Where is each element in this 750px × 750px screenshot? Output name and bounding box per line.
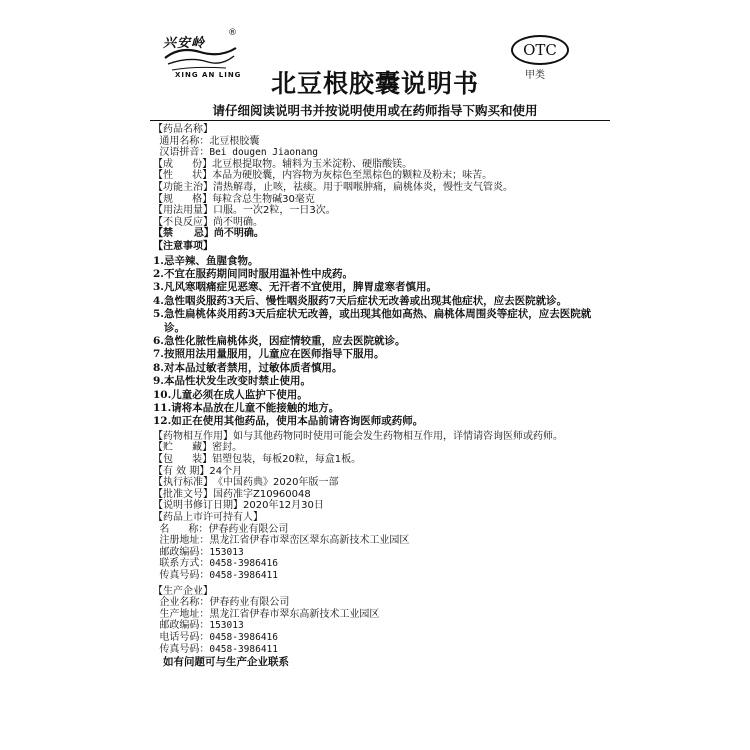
info-row	[153, 500, 598, 512]
notice-text: 请将本品放在儿童不能接触的地方。	[171, 402, 340, 414]
notice-number: 2.	[153, 267, 164, 280]
section-row	[153, 217, 598, 229]
notice-number: 11.	[153, 402, 172, 414]
notice-item	[153, 268, 598, 281]
info-row-label: 【执行标准】	[153, 477, 213, 489]
mah-row-label: 注册地址：	[153, 535, 210, 547]
notice-item	[153, 308, 598, 335]
notice-item	[153, 389, 598, 402]
notice-number: 6.	[153, 334, 164, 347]
info-row-value: 《中国药典》2020年版一部	[213, 477, 339, 489]
notice-item	[153, 295, 598, 308]
manufacturer-row	[153, 609, 598, 621]
section-row-label: 通用名称：	[153, 135, 210, 147]
brand-latin-name: XING AN LING	[175, 71, 242, 79]
notice-item	[153, 362, 598, 375]
manufacturer-row-label: 电话号码：	[153, 631, 210, 643]
otc-class-label: 甲类	[525, 70, 545, 81]
document-title: 北豆根胶囊说明书	[270, 69, 479, 98]
section-row	[153, 182, 598, 194]
section-row-label: 【用法用量】	[153, 205, 213, 217]
notice-text: 按照用法用量服用，儿童应在医师指导下服用。	[163, 348, 385, 361]
manufacturer-row-label: 邮政编码：	[153, 620, 210, 632]
notice-number: 10.	[153, 388, 172, 401]
info-row-value: 2020年12月30日	[243, 500, 324, 512]
info-row	[153, 489, 598, 501]
mah-row-label: 传真号码：	[153, 569, 210, 581]
manufacturer-row-label: 传真号码：	[153, 643, 210, 655]
section-row-value: Bei dougen Jiaonang	[209, 147, 319, 159]
manufacturer-row-value: 0458-3986416	[209, 631, 278, 643]
info-row-label: 【说明书修订日期】	[153, 500, 243, 512]
info-row-value: 如与其他药物同时使用可能会发生药物相互作用，详情请咨询医师或药师。	[233, 430, 563, 442]
footer-contact-note: 如有问题可与生产企业联系	[163, 656, 289, 669]
notice-item	[153, 415, 598, 428]
leaflet-body	[153, 124, 598, 669]
info-row-label: 【有 效 期】	[153, 465, 210, 477]
info-row	[153, 454, 598, 466]
notice-number: 8.	[153, 361, 164, 374]
section-row	[153, 124, 598, 136]
notice-text: 如正在使用其他药品，使用本品前请咨询医师或药师。	[171, 415, 424, 428]
mah-row	[153, 570, 598, 582]
mah-row-label: 联系方式：	[153, 558, 210, 570]
manufacturer-row-label: 生产地址：	[153, 608, 210, 620]
section-row-label: 【功能主治】	[153, 181, 213, 193]
mah-row	[153, 547, 598, 559]
notice-number: 9.	[153, 375, 164, 388]
notice-text: 不宜在服药期间同时服用温补性中成药。	[163, 267, 353, 280]
section-row	[153, 159, 598, 171]
section-row-value: 每粒含总生物碱30毫克	[212, 193, 315, 205]
mah-row	[153, 524, 598, 536]
info-row	[153, 431, 598, 443]
section-row	[153, 136, 598, 148]
mah-row	[153, 535, 598, 547]
manufacturer-rows	[153, 597, 598, 655]
section-row-value: 尚不明确。	[213, 216, 263, 228]
manufacturer-row-label: 企业名称：	[153, 597, 210, 609]
section-row-label: 【性 状】	[153, 170, 213, 182]
mah-row-label: 名 称：	[153, 523, 209, 535]
section-row-label: 【药品名称】	[153, 124, 213, 135]
notice-text: 忌辛辣、鱼腥食物。	[163, 254, 259, 267]
manufacturer-row	[153, 620, 598, 632]
document-subtitle: 请仔细阅读说明书并按说明使用或在药师指导下购买和使用	[212, 103, 538, 118]
manufacturer-row-value: 黑龙江省伊春市翠东高新技术工业园区	[209, 608, 380, 620]
info-row-value: 国药准字Z10960048	[213, 488, 311, 500]
registered-mark: ®	[228, 28, 237, 38]
notice-item	[153, 281, 598, 294]
notices-header: 【注意事项】	[153, 240, 213, 252]
notice-number: 3.	[153, 281, 164, 294]
section-row	[153, 228, 598, 240]
notice-text: 凡风寒咽痛症见恶寒、无汗者不宜使用，脾胃虚寒者慎用。	[163, 281, 437, 294]
section-row-label: 汉语拼音：	[153, 147, 210, 159]
notice-item	[153, 255, 598, 268]
notice-item	[153, 335, 598, 348]
notice-text: 急性咽炎服药3天后、慢性咽炎服药7天后症状无改善或出现其他症状，应去医院就诊。	[163, 294, 568, 307]
section-row-label: 【成 份】	[153, 158, 213, 170]
manufacturer-row-value: 153013	[209, 620, 244, 632]
notice-number: 5.	[153, 308, 164, 321]
manufacturer-row	[153, 644, 598, 656]
info-sections	[153, 431, 598, 512]
notice-item	[153, 402, 598, 415]
info-row-value: 24个月	[209, 465, 243, 477]
info-row-label: 【批准文号】	[153, 488, 213, 500]
notice-text: 儿童必须在成人监护下使用。	[171, 388, 308, 401]
mah-row-label: 邮政编码：	[153, 546, 210, 558]
section-row-value: 本品为硬胶囊，内容物为灰棕色至黑棕色的颗粒及粉末；味苦。	[212, 170, 493, 182]
mah-row	[153, 558, 598, 570]
mah-row-value: 黑龙江省伊春市翠峦区翠东高新技术工业园区	[209, 535, 410, 547]
section-row-label: 【规 格】	[153, 193, 213, 205]
info-row-label: 【贮 藏】	[153, 442, 213, 454]
mah-header: 【药品上市许可持有人】	[153, 511, 263, 523]
notice-item	[153, 375, 598, 388]
manufacturer-row	[153, 632, 598, 644]
manufacturer-row	[153, 597, 598, 609]
notice-item	[153, 348, 598, 361]
notice-text: 本品性状发生改变时禁止使用。	[163, 375, 311, 388]
section-row-value: 口服。一次2粒，一日3次。	[213, 205, 336, 217]
notice-number: 7.	[153, 348, 164, 361]
mah-row-value: 伊春药业有限公司	[208, 523, 289, 535]
section-row	[153, 147, 598, 159]
info-row	[153, 477, 598, 489]
notice-text: 对本品过敏者禁用，过敏体质者慎用。	[163, 361, 343, 374]
brand-name: 兴安岭	[163, 36, 206, 51]
section-row-value: 尚不明确。	[213, 228, 264, 240]
section-row	[153, 170, 598, 182]
section-row-value: 清热解毒，止咳，祛痰。用于咽喉肿痛，扁桃体炎，慢性支气管炎。	[213, 181, 513, 193]
notices-list	[153, 255, 598, 429]
mah-row-value: 0458-3986416	[209, 558, 278, 570]
section-row-label: 【不良反应】	[153, 216, 213, 228]
info-row-label: 【药物相互作用】	[153, 430, 233, 442]
otc-badge: OTC	[511, 35, 569, 65]
section-row	[153, 194, 598, 206]
section-row-label: 【禁 忌】	[153, 228, 214, 240]
manufacturer-row-value: 伊春药业有限公司	[209, 597, 290, 609]
notice-text: 急性化脓性扁桃体炎，因症情较重，应去医院就诊。	[163, 334, 406, 347]
info-row	[153, 442, 598, 454]
mah-row-value: 153013	[209, 546, 244, 558]
manufacturer-header: 【生产企业】	[153, 585, 213, 597]
notice-number: 1.	[153, 254, 164, 267]
info-row-value: 铝塑包装，每板20粒，每盒1板。	[212, 454, 362, 465]
title-divider	[150, 120, 610, 121]
section-row-value: 北豆根提取物。辅料为玉米淀粉、硬脂酸镁。	[212, 158, 413, 170]
drug-sections	[153, 124, 598, 240]
notice-number: 12.	[153, 415, 172, 428]
section-row-value: 北豆根胶囊	[209, 135, 260, 147]
info-row-value: 密封。	[212, 442, 243, 454]
section-row	[153, 205, 598, 217]
mah-rows	[153, 524, 598, 582]
notice-text: 急性扁桃体炎用药3天后症状无改善，或出现其他如高热、扁桃体周围炎等症状，应去医院就诊。	[163, 308, 592, 334]
mah-row-value: 0458-3986411	[209, 569, 278, 581]
notice-number: 4.	[153, 294, 164, 307]
info-row-label: 【包 装】	[153, 454, 213, 465]
manufacturer-row-value: 0458-3986411	[209, 643, 278, 655]
info-row	[153, 466, 598, 478]
